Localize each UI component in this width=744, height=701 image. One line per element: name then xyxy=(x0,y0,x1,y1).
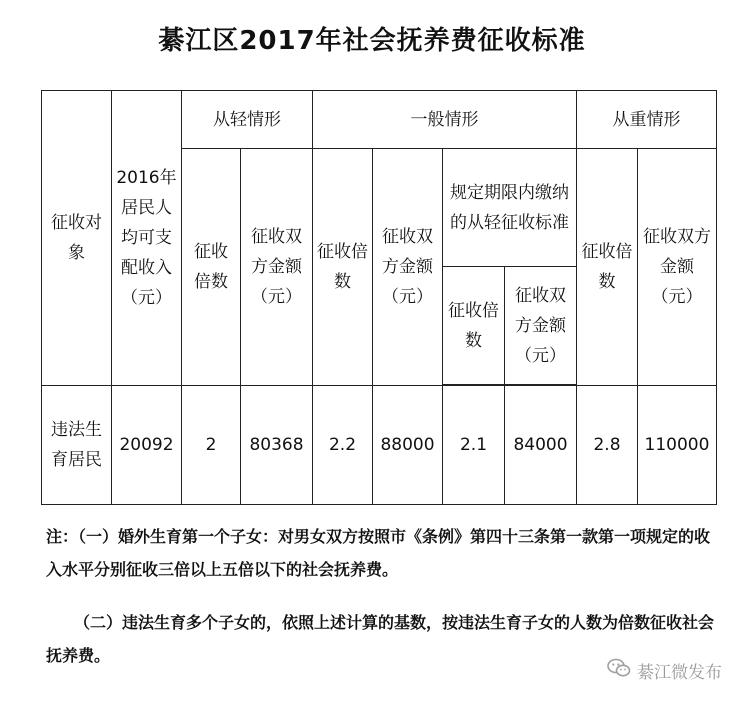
cell-target: 违法生育居民 xyxy=(42,386,112,505)
notes-section xyxy=(46,520,718,672)
header-general-amount: 征收双方金额（元） xyxy=(373,149,443,386)
cell-income: 20092 xyxy=(112,386,182,505)
header-heavy-multiple: 征收倍数 xyxy=(577,149,638,386)
cell-light-amount: 80368 xyxy=(241,386,313,505)
header-target: 征收对象 xyxy=(42,91,112,386)
header-light-multiple: 征收倍数 xyxy=(182,149,241,386)
cell-deadline-amount: 84000 xyxy=(505,386,577,505)
header-deadline-standard: 规定期限内缴纳的从轻征收标准 xyxy=(443,149,577,267)
header-deadline-multiple: 征收倍数 xyxy=(443,267,505,385)
cell-general-amount: 88000 xyxy=(373,386,443,505)
wechat-icon xyxy=(607,658,631,683)
cell-deadline-multiple: 2.1 xyxy=(443,386,505,505)
note-multiple-children: （二）违法生育多个子女的，依照上述计算的基数，按违法生育子女的人数为倍数征收社会抚养费。 xyxy=(46,613,715,665)
header-general-multiple: 征收倍数 xyxy=(313,149,373,386)
cell-heavy-multiple: 2.8 xyxy=(577,386,638,505)
watermark xyxy=(607,658,722,683)
cell-light-multiple: 2 xyxy=(182,386,241,505)
note-first-child: 注：（一）婚外生育第一个子女：对男女双方按照市《条例》第四十三条第一款第一项规定的收入水平分别征收三倍以上五倍以下的社会抚养费。 xyxy=(46,527,711,579)
table-row xyxy=(42,386,717,505)
header-income: 2016年居民人均可支配收入（元） xyxy=(112,91,182,386)
header-heavy-amount: 征收双方金额（元） xyxy=(638,149,717,386)
page-title: 綦江区2017年社会抚养费征收标准 xyxy=(158,26,586,56)
cell-general-multiple: 2.2 xyxy=(313,386,373,505)
watermark-text: 綦江微发布 xyxy=(637,663,722,683)
header-light-amount: 征收双方金额（元） xyxy=(241,149,313,386)
header-light-case: 从轻情形 xyxy=(182,91,313,149)
header-heavy-case: 从重情形 xyxy=(577,91,717,149)
fee-standard-table xyxy=(41,90,717,505)
header-general-case: 一般情形 xyxy=(313,91,577,149)
header-deadline-amount: 征收双方金额（元） xyxy=(505,267,577,385)
cell-heavy-amount: 110000 xyxy=(638,386,717,505)
